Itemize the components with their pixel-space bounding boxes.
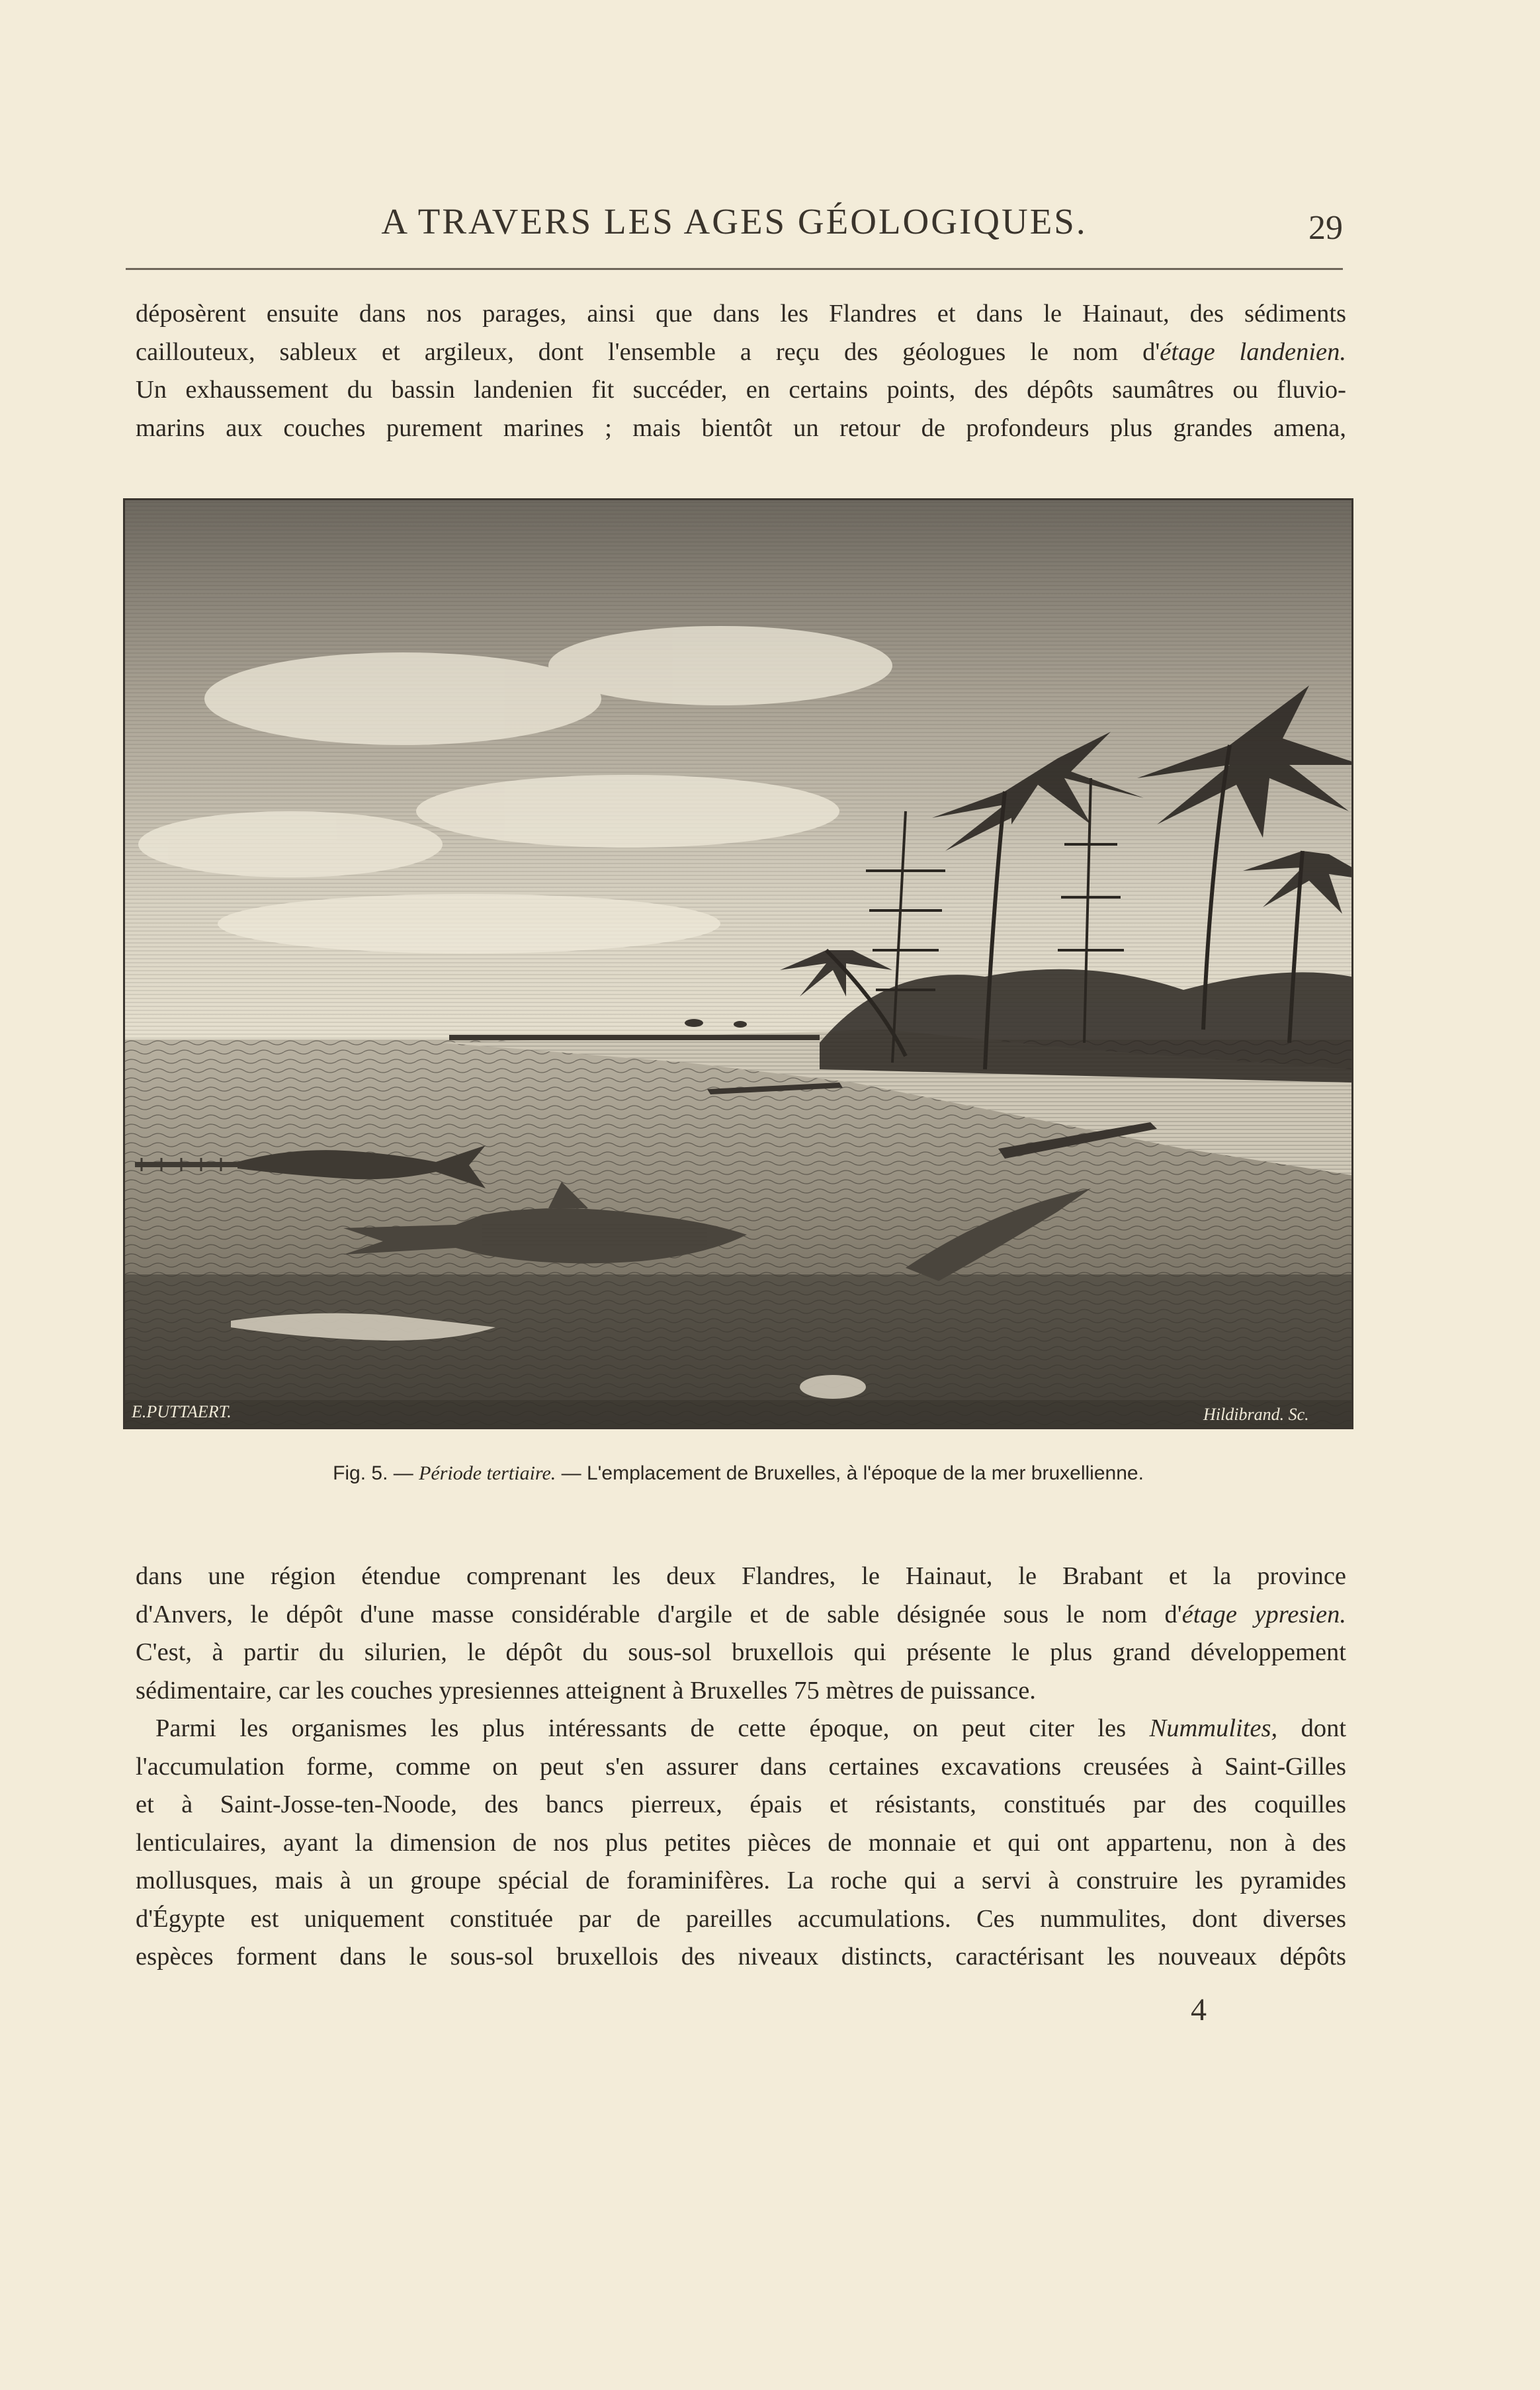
italic-term: étage landenien. [1160,337,1346,366]
text-line: d'Anvers, le dépôt d'une masse considérable d'argile et de sable désignée sous le nom d'étage ypresien. [136,1600,1346,1628]
text-line: lenticulaires, ayant la dimension de nos plus petites pièces de monnaie et qui ont appartenu, non à des [136,1828,1346,1857]
caption-label: Fig. 5. — [333,1462,413,1484]
caption-text: — L'emplacement de Bruxelles, à l'époque de la mer bruxellienne. [561,1462,1144,1484]
figure-caption [123,1462,1353,1485]
engraving-illustration [125,500,1351,1427]
running-head [126,195,1343,248]
running-title: A TRAVERS LES AGES GÉOLOGIQUES. [381,201,1088,242]
paragraph-top [136,295,1346,447]
paragraph-bottom [136,1558,1346,1976]
text-line: espèces forment dans le sous-sol bruxellois des niveaux distincts, caractérisant les nouveaux dépôts [136,1943,1346,1970]
text-line: déposèrent ensuite dans nos parages, ainsi que dans les Flandres et dans le Hainaut, des sédiments [136,300,1346,328]
text-line: mollusques, mais à un groupe spécial de foraminifères. La roche qui a servi à construire les pyramides [136,1867,1346,1894]
caption-italic: Période tertiaire. [419,1462,556,1484]
engraver-signature-left: E.PUTTAERT. [132,1402,232,1421]
engraving-figure [123,498,1353,1429]
header-rule [126,268,1343,270]
text-line: dans une région étendue comprenant les deux Flandres, le Hainaut, le Brabant et la province [136,1562,1346,1590]
italic-term: étage ypresien. [1181,1600,1346,1628]
text-line: Parmi les organismes les plus intéressants de cette époque, on peut citer les Nummulites, dont [155,1714,1347,1742]
engraver-signature-right: Hildibrand. Sc. [1203,1405,1309,1424]
text-line: C'est, à partir du silurien, le dépôt du sous-sol bruxellois qui présente le plus grand développement [136,1638,1346,1666]
text-line: sédimentaire, car les couches ypresiennes atteignent à Bruxelles 75 mètres de puissance. [136,1676,1036,1704]
text-line: Un exhaussement du bassin landenien fit succéder, en certains points, des dépôts saumâtres ou fluvio- [136,376,1346,404]
page-number: 29 [1308,209,1343,247]
signature-number: 4 [1191,1992,1207,2027]
text-line: caillouteux, sableux et argileux, dont l'ensemble a reçu des géologues le nom d'étage landenien. [136,337,1346,366]
text-line: l'accumulation forme, comme on peut s'en assurer dans certaines excavations creusées à Saint-Gilles [136,1752,1346,1781]
text-line: et à Saint-Josse-ten-Noode, des bancs pierreux, épais et résistants, constitués par des coquilles [136,1791,1346,1818]
text-line: marins aux couches purement marines ; mais bientôt un retour de profondeurs plus grandes amena, [136,414,1346,442]
italic-term: Nummulites, [1149,1714,1278,1742]
text-line: d'Égypte est uniquement constituée par de pareilles accumulations. Ces nummulites, dont diverses [136,1904,1346,1933]
